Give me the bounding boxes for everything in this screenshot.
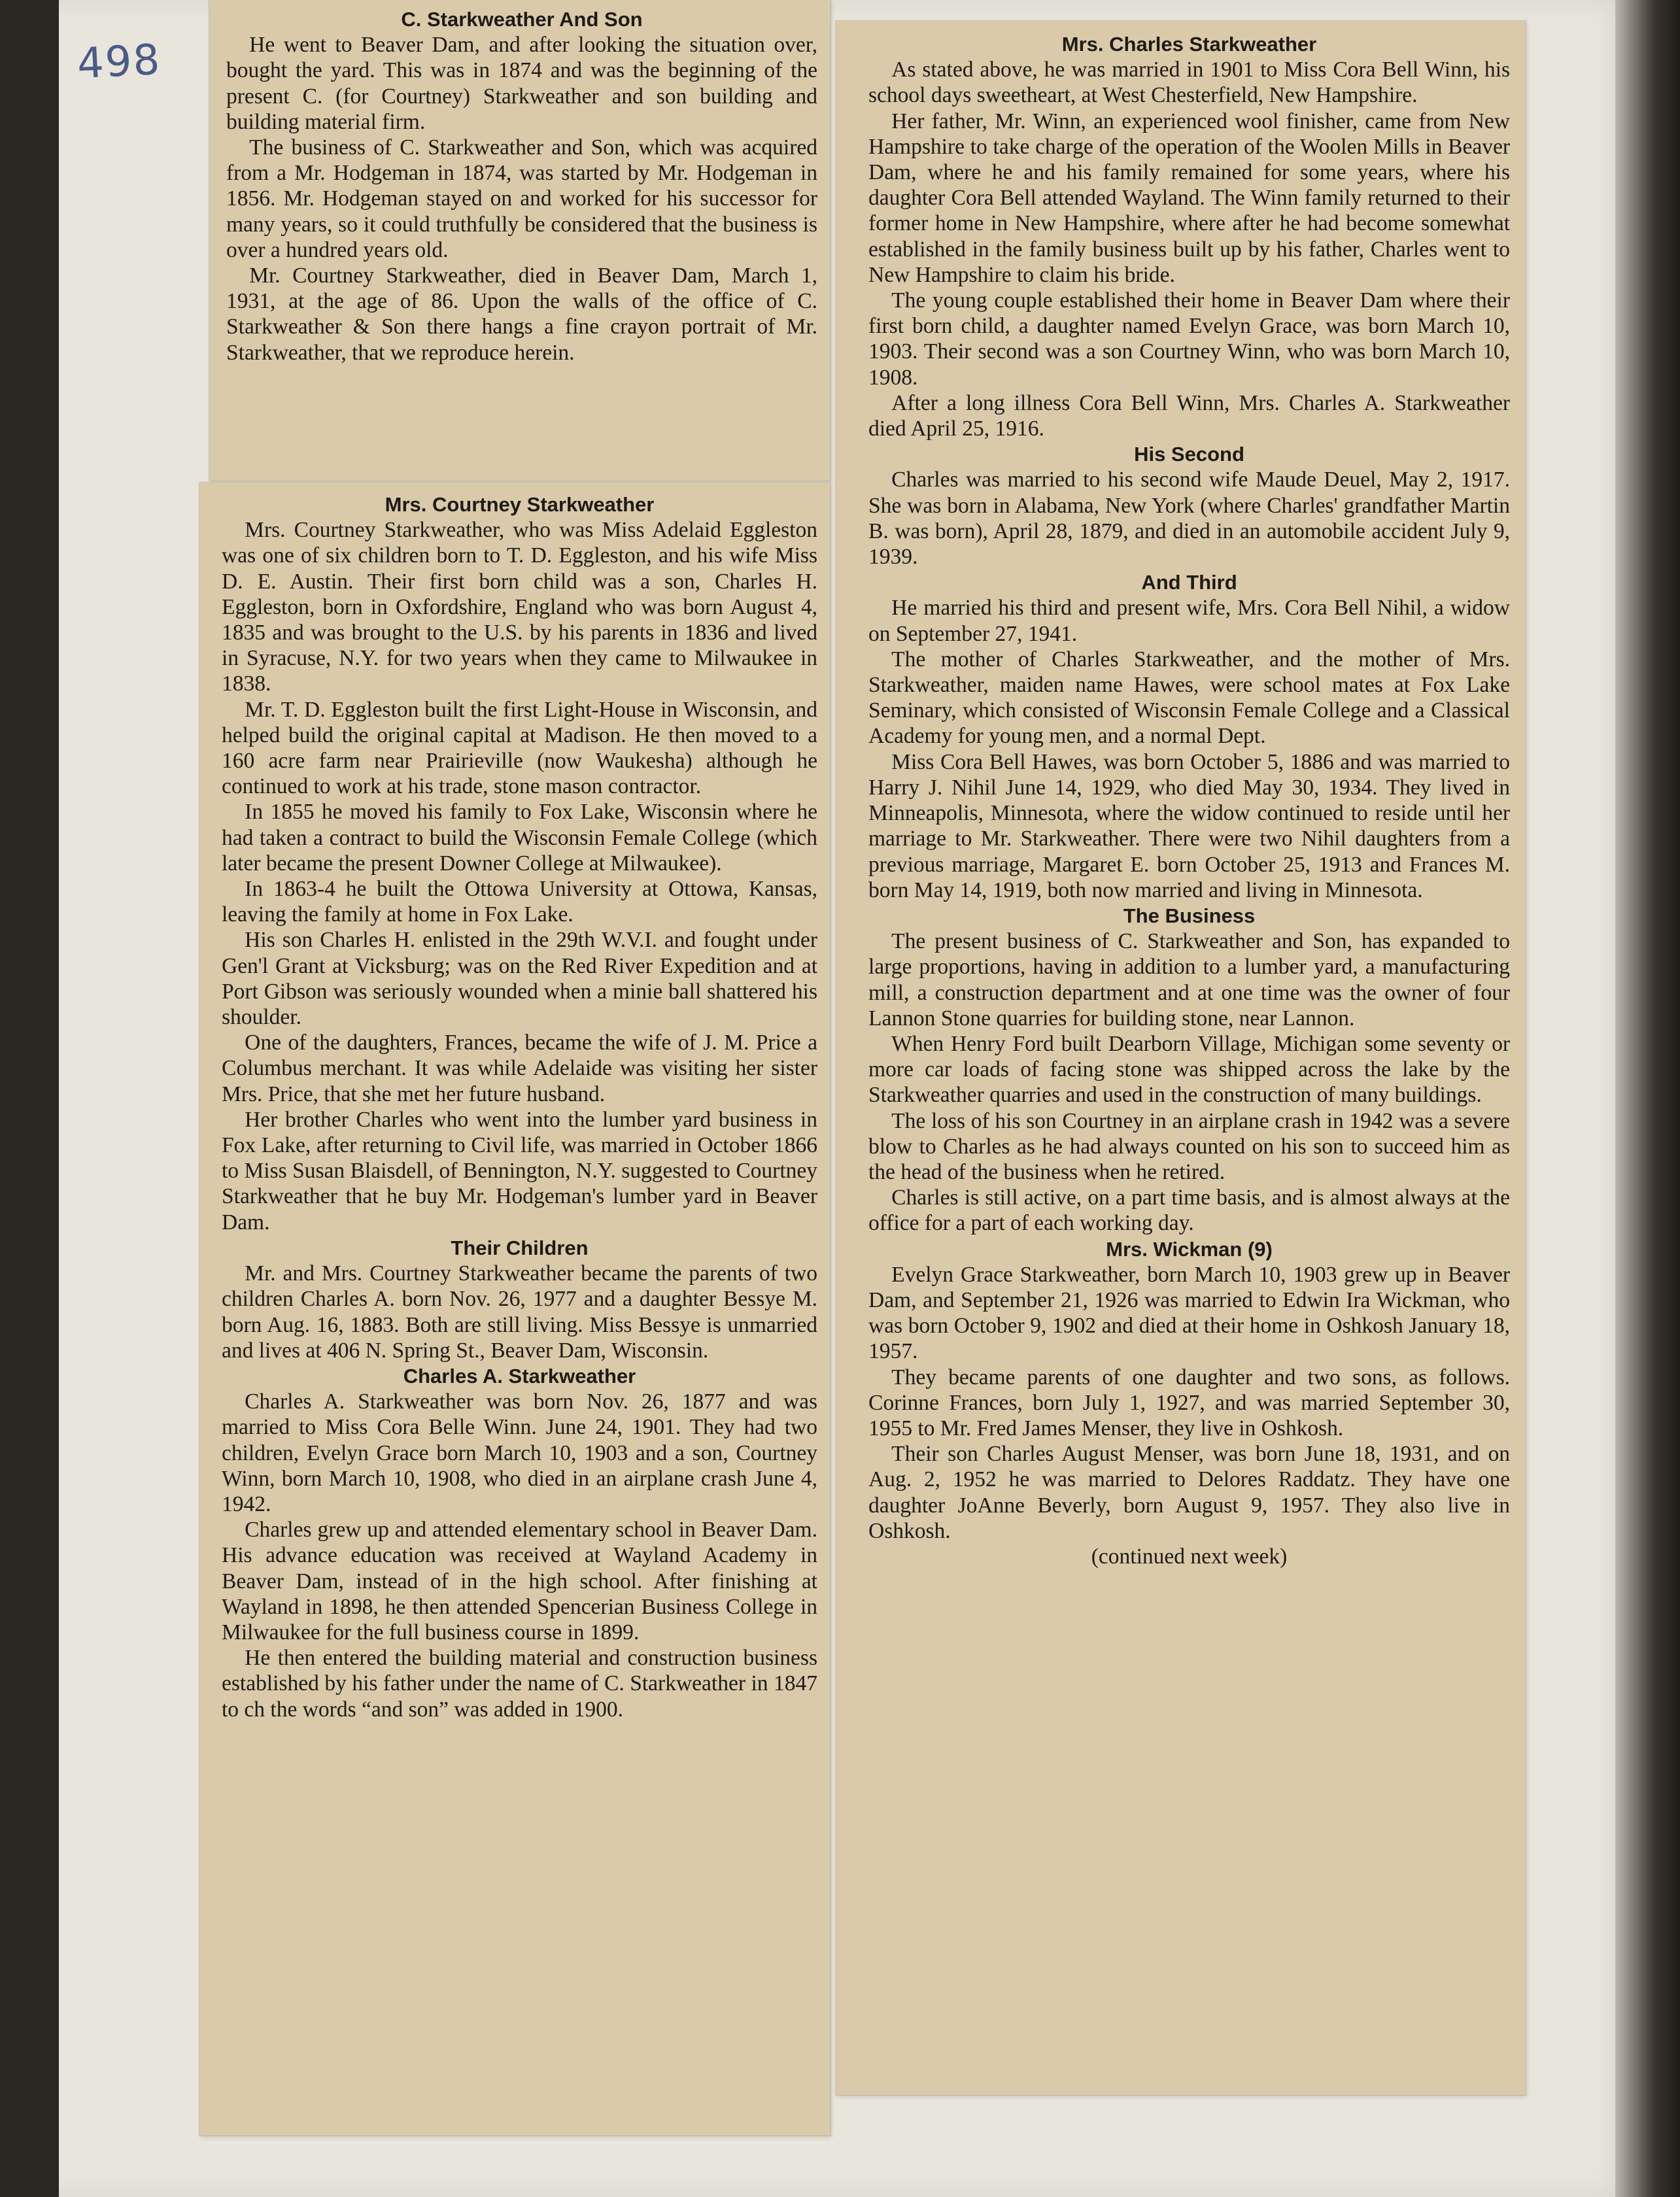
paragraph: Mr. T. D. Eggleston built the first Light-House in Wisconsin, and helped build the original capital at Madison. He then moved to a 160 acre farm near Prairieville (now Waukesha) although he continued to work at his trade, stone mason contractor. [222, 697, 817, 799]
page-edge [1615, 0, 1680, 2197]
paragraph: They became parents of one daughter and two sons, as follows. Corinne Frances, born July 1, 1927, and was married September 30, 1955 to Mr. Fred James Menser, they live in Oshkosh. [868, 1365, 1510, 1440]
clipping-top [209, 0, 831, 481]
paragraph: One of the daughters, Frances, became the wife of J. M. Price a Columbus merchant. It was while Adelaide was visiting her sister Mrs. Price, that she met her future husband. [222, 1030, 817, 1106]
paragraph: Mr. Courtney Starkweather, died in Beaver Dam, March 1, 1931, at the age of 86. Upon the walls of the office of C. Starkweather & Son there hangs a fine crayon portrait of Mr. Starkweather, that we reproduce herein. [226, 264, 817, 365]
paragraph: Evelyn Grace Starkweather, born March 10, 1903 grew up in Beaver Dam, and September 21, 1926 was married to Edwin Ira Wickman, who was born October 9, 1902 and died at their home in Oshkosh January 18, 1957. [868, 1262, 1510, 1364]
paragraph: He went to Beaver Dam, and after looking the situation over, bought the yard. This was in 1874 and was the beginning of the present C. (for Courtney) Starkweather and son building and building material firm. [226, 33, 817, 134]
paragraph: Her brother Charles who went into the lumber yard business in Fox Lake, after returning to Civil life, was married in October 1866 to Miss Susan Blaisdell, of Bennington, N.Y. suggested to Courtney Starkweather that he buy Mr. Hodgeman's lumber yard in Beaver Dam. [222, 1107, 817, 1235]
paragraph: In 1863-4 he built the Ottowa University at Ottowa, Kansas, leaving the family at home in Fox Lake. [222, 877, 817, 927]
heading-the-business: The Business [1123, 904, 1256, 927]
paragraph: His son Charles H. enlisted in the 29th W.V.I. and fought under Gen'l Grant at Vicksburg; was on the Red River Expedition and at Port Gibson was seriously wounded when a minie ball shattered his shoulder. [222, 928, 817, 1030]
heading-his-second: His Second [1134, 443, 1244, 466]
paragraph: Charles grew up and attended elementary school in Beaver Dam. His advance education was received at Wayland Academy in Beaver Dam, instead of in the high school. After finishing at Wayland in 1898, he then attended Spencerian Business College in Milwaukee for the full business course in 1899. [222, 1518, 817, 1644]
paragraph: When Henry Ford built Dearborn Village, Michigan some seventy or more car loads of facing stone was shipped across the lake by the Starkweather quarries and used in the construction of many buildings. [868, 1031, 1510, 1108]
paragraph: Mrs. Courtney Starkweather, who was Miss Adelaid Eggleston was one of six children born to T. D. Eggleston, and his wife Miss D. E. Austin. Their first born child was a son, Charles H. Eggleston, born in Oxfordshire, England who was born August 4, 1835 and was brought to the U.S. by his parents in 1836 and lived in Syracuse, N.Y. for two years when they came to Milwaukee in 1838. [222, 518, 817, 696]
clipping-left [199, 483, 831, 2136]
heading-charles-a-starkweather: Charles A. Starkweather [403, 1364, 636, 1388]
continued-note: (continued next week) [1091, 1544, 1288, 1569]
paragraph: He then entered the building material and construction business established by his father under the name of C. Starkweather in 1847 to ch the words “and son” was added in 1900. [222, 1646, 817, 1722]
paragraph: In 1855 he moved his family to Fox Lake, Wisconsin where he had taken a contract to build the Wisconsin Female College (which later became the present Downer College at Milwaukee). [222, 800, 817, 876]
paragraph: Mr. and Mrs. Courtney Starkweather became the parents of two children Charles A. born Nov. 26, 1977 and a daughter Bessye M. born Aug. 16, 1883. Both are still living. Miss Bessye is unmarried and lives at 406 N. Spring St., Beaver Dam, Wisconsin. [222, 1261, 817, 1363]
paragraph: The mother of Charles Starkweather, and the mother of Mrs. Starkweather, maiden name Hawes, were school mates at Fox Lake Seminary, which consisted of Wisconsin Female College and a Classical Academy for young men, and a normal Dept. [868, 647, 1510, 749]
heading-mrs-courtney-starkweather: Mrs. Courtney Starkweather [385, 493, 655, 516]
paragraph: Charles is still active, on a part time basis, and is almost always at the office for a part of each working day. [868, 1185, 1510, 1236]
paragraph: Her father, Mr. Winn, an experienced wool finisher, came from New Hampshire to take charge of the operation of the Woolen Mills in Beaver Dam, where he and his family remained for some years, where his daughter Cora Bell attended Wayland. The Winn family returned to their former home in New Hampshire, where after he had become somewhat established in the family business built up by his father, Charles went to New Hampshire to claim his bride. [868, 109, 1510, 287]
paragraph: He married his third and present wife, Mrs. Cora Bell Nihil, a widow on September 27, 1941. [868, 596, 1510, 646]
paragraph: The young couple established their home in Beaver Dam where their first born child, a daughter named Evelyn Grace, was born March 10, 1903. Their second was a son Courtney Winn, who was born March 10, 1908. [868, 288, 1510, 390]
paragraph: The business of C. Starkweather and Son, which was acquired from a Mr. Hodgeman in 1874, was started by Mr. Hodgeman in 1856. Mr. Hodgeman stayed on and worked for his successor for many years, so it could truthfully be considered that the business is over a hundred years old. [226, 135, 817, 262]
heading-mrs-wickman: Mrs. Wickman (9) [1106, 1237, 1273, 1261]
paragraph: Their son Charles August Menser, was born June 18, 1931, and on Aug. 2, 1952 he was married to Delores Raddatz. They have one daughter JoAnne Beverly, born August 9, 1957. They also live in Oshkosh. [868, 1442, 1510, 1543]
paragraph: Charles A. Starkweather was born Nov. 26, 1877 and was married to Miss Cora Belle Winn. June 24, 1901. They had two children, Evelyn Grace born March 10, 1903 and a son, Courtney Winn, born March 10, 1908, who died in an airplane crash June 4, 1942. [222, 1389, 817, 1516]
heading-mrs-charles-starkweather: Mrs. Charles Starkweather [1061, 33, 1317, 56]
paragraph: Charles was married to his second wife Maude Deuel, May 2, 1917. She was born in Alabama, New York (where Charles' grandfather Martin B. was born), April 28, 1879, and died in an automobile accident July 9, 1939. [868, 468, 1510, 570]
cut-heading: C. Starkweather And Son [401, 8, 643, 31]
paragraph: The loss of his son Courtney in an airplane crash in 1942 was a severe blow to Charles as he had always counted on his son to succeed him as the head of the business when he retired. [868, 1108, 1510, 1184]
handwritten-page-number: 498 [76, 35, 163, 89]
heading-their-children: Their Children [451, 1236, 589, 1259]
paragraph: As stated above, he was married in 1901 to Miss Cora Bell Winn, his school days sweetheart, at West Chesterfield, New Hampshire. [868, 58, 1510, 108]
paragraph: The present business of C. Starkweather and Son, has expanded to large proportions, having in addition to a lumber yard, a manufacturing mill, a construction department and at one time was the owner of four Lannon Stone quarries for building stone, near Lannon. [868, 929, 1510, 1030]
paragraph: Miss Cora Bell Hawes, was born October 5, 1886 and was married to Harry J. Nihil June 14, 1929, who died May 30, 1934. They lived in Minneapolis, Minnesota, where the widow continued to reside until her marriage to Mr. Starkweather. There were two Nihil daughters from a previous marriage, Margaret E. born October 25, 1913 and Frances M. born May 14, 1919, both now married and living in Minnesota. [868, 749, 1510, 902]
clipping-right [836, 21, 1526, 2095]
paragraph: After a long illness Cora Bell Winn, Mrs. Charles A. Starkweather died April 25, 1916. [868, 390, 1510, 441]
heading-and-third: And Third [1141, 571, 1237, 594]
